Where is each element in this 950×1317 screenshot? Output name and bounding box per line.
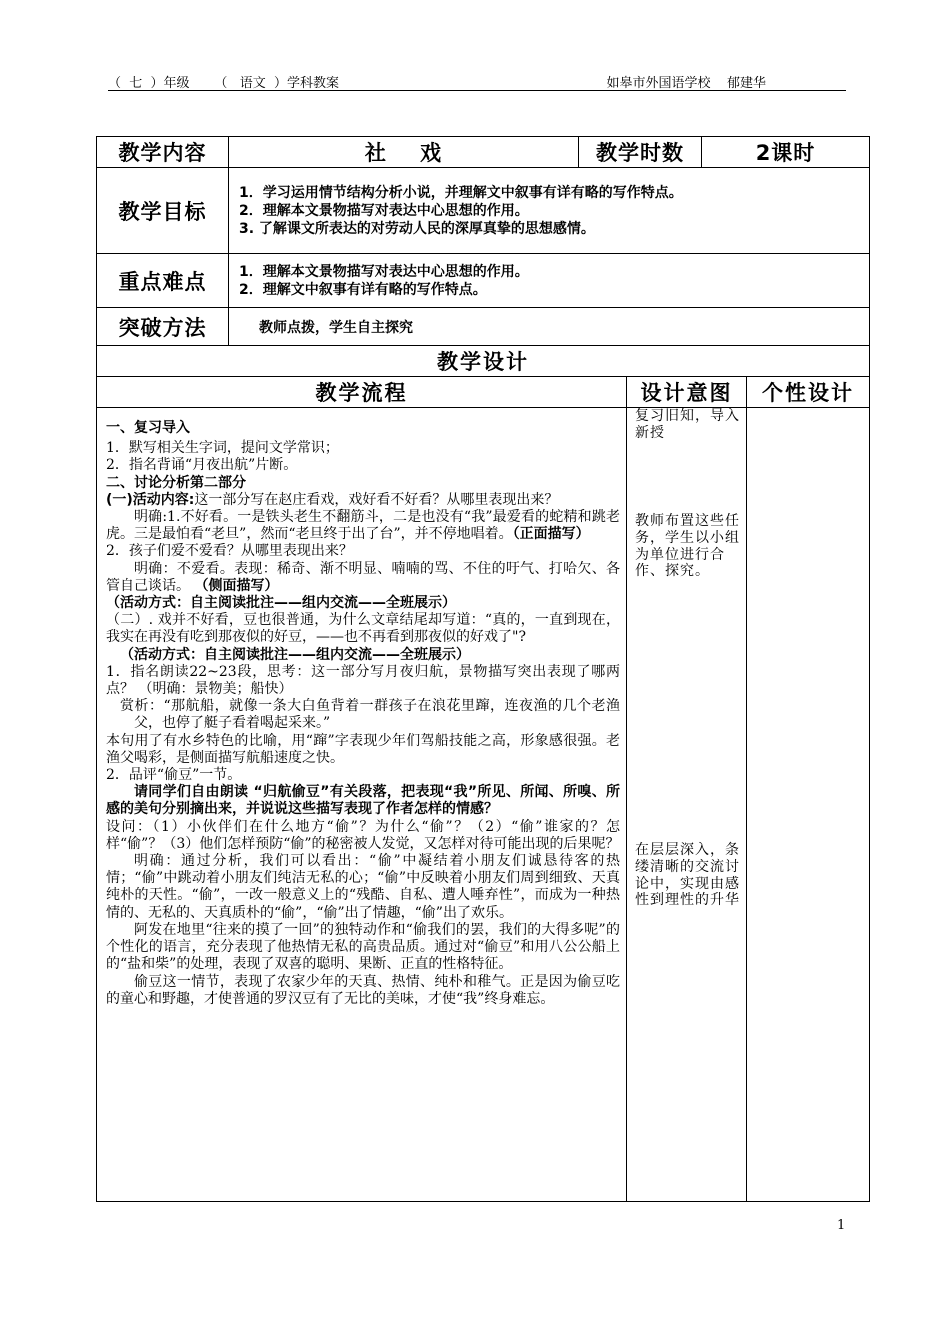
flow-paragraph	[106, 492, 620, 509]
hours-label: 教学时数	[579, 137, 702, 168]
column-header-intent: 设计意图	[627, 377, 747, 408]
content-label: 教学内容	[97, 137, 229, 168]
activity-label: (一)活动内容:	[106, 491, 195, 508]
flow-note: （侧面描写）	[194, 577, 279, 594]
flow-activity-mode: （活动方式：自主阅读批注——组内交流——全班展示）	[106, 595, 456, 612]
goal-item: 2．理解本文景物描写对表达中心思想的作用。	[239, 202, 529, 219]
flow-paragraph: 1．默写相关生字词，提问文学常识；	[106, 440, 339, 457]
design-title: 教学设计	[97, 346, 870, 377]
key-point-item: 1．理解本文景物描写对表达中心思想的作用。	[239, 263, 529, 280]
intent-note: 教师布置这些任务，学生以小组为单位进行合作、探究。	[635, 513, 740, 580]
method-label: 突破方法	[97, 308, 229, 346]
goal-item: 3. 了解课文所表达的对劳动人民的深厚真挚的思想感情。	[239, 220, 595, 237]
flow-paragraph: 1．指名朗读22~23段，思考：这一部分写月夜归航，景物描写突出表现了哪两点？ （明确：景物美；船快）	[106, 663, 620, 698]
row-goals	[97, 168, 870, 254]
flow-paragraph: 赏析：“那航船，就像一条大白鱼背着一群孩子在浪花里蹿，连夜渔的几个老渔父，也停了艇子看着喝起采来。”	[120, 698, 620, 732]
content-value: 社 戏	[229, 137, 579, 168]
flow-activity-mode: （活动方式：自主阅读批注——组内交流——全班展示）	[120, 646, 470, 663]
hours-value: 2课时	[702, 137, 870, 168]
flow-paragraph: 偷豆这一情节，表现了农家少年的天真、热情、纯朴和稚气。正是因为偷豆吃的童心和野趣，才使普通的罗汉豆有了无比的美味，才使“我”终身难忘。	[106, 973, 620, 1007]
row-teaching-flow	[97, 408, 870, 1202]
header-school-teacher: 如皋市外国语学校 郁建华	[606, 76, 766, 91]
method-value: 教师点拨，学生自主探究	[229, 308, 870, 346]
flow-paragraph: 明确:1.不好看。一是铁头老生不翻筋斗，二是也没有“我”最爱看的蛇精和跳老虎。三是最怕看“老旦”，然而“老旦终于出了台”，并不停地唱着。（正面描写）	[106, 509, 620, 543]
key-points-list	[229, 254, 870, 308]
section-heading: 二、讨论分析第二部分	[106, 474, 246, 491]
goals-label: 教学目标	[97, 168, 229, 254]
flow-paragraph: 明确：通过分析，我们可以看出：“偷”中凝结着小朋友们诚恳待客的热情；“偷”中跳动着小朋友们纯洁无私的心；“偷”中反映着小朋友们周到细致、天真纯朴的天性。“偷”，一改一般意义上的“残酷、自私、遭人唾弃性”，而成为一种热情的、无私的、天真质朴的“偷”，“偷”出了情趣，“偷”出了欢乐。	[106, 853, 620, 921]
row-column-headers	[97, 377, 870, 408]
intent-note: 在层层深入，条缕清晰的交流讨论中，实现由感性到理性的升华	[635, 842, 740, 909]
flow-paragraph: 2．指名背诵“月夜出航”片断。	[106, 457, 298, 474]
key-point-item: 2．理解文中叙事有详有略的写作特点。	[239, 281, 487, 298]
flow-paragraph: 设问：（1）小伙伴们在什么地方“偷”？为什么“偷”？（2）“偷”谁家的？怎样“偷”？（3）他们怎样预防“偷”的秘密被人发觉，又怎样对待可能出现的后果呢？	[106, 818, 620, 852]
column-header-personal: 个性设计	[747, 377, 870, 408]
column-header-flow: 教学流程	[97, 377, 627, 408]
flow-paragraph: 请同学们自由朗读 “归航偷豆”有关段落，把表现“我”所见、所闻、所嗅、所感的美句分别摘出来，并说说这些描写表现了作者怎样的情感？	[106, 784, 620, 818]
goal-item: 1．学习运用情节结构分析小说，并理解文中叙事有详有略的写作特点。	[239, 184, 683, 201]
page-header	[108, 72, 846, 91]
goals-list	[229, 168, 870, 254]
row-key-points	[97, 254, 870, 308]
section-heading: 一、复习导入	[106, 420, 190, 436]
activity-text: 这一部分写在赵庄看戏，戏好看不好看？从哪里表现出来？	[194, 491, 559, 508]
flow-paragraph	[106, 561, 620, 595]
design-intent-cell	[627, 408, 747, 1202]
flow-paragraph: 阿发在地里“往来的摸了一回”的独特动作和“偷我们的罢，我们的大得多呢”的个性化的语言，充分表现了他热情无私的高贵品质。通过对“偷豆”和用八公公船上的“盐和柴”的处理，表现了双喜的聪明、果断、正直的性格特征。	[106, 921, 620, 973]
flow-paragraph: 2．孩子们爱不爱看？从哪里表现出来？	[106, 543, 353, 560]
row-content	[97, 137, 870, 168]
teaching-flow-cell	[97, 408, 627, 1202]
row-design-title	[97, 346, 870, 377]
flow-paragraph: （二）. 戏并不好看，豆也很普通，为什么文章结尾却写道：“真的，一直到现在，我实在再没有吃到那夜似的好豆，——也不再看到那夜似的好戏了"?	[106, 612, 620, 646]
flow-note: （正面描写）	[512, 526, 590, 543]
key-points-label: 重点难点	[97, 254, 229, 308]
page-number: 1	[837, 1218, 846, 1233]
flow-paragraph: 2．品评“偷豆”一节。	[106, 767, 242, 784]
personal-design-cell	[747, 408, 870, 1202]
header-grade-subject: （ 七 ）年级 （ 语文 ）学科教案	[108, 76, 339, 91]
intent-note: 复习旧知，导入新授	[635, 408, 740, 441]
flow-text: 明确：不爱看。表现：稀奇、渐不明显、喃喃的骂、不住的吁气、打哈欠、各管自己谈话。	[106, 560, 620, 594]
lesson-plan-table	[96, 136, 870, 1202]
row-method	[97, 308, 870, 346]
flow-paragraph: 本句用了有水乡特色的比喻，用“蹿”字表现少年们驾船技能之高，形象感很强。老渔父喝彩，是侧面描写航船速度之快。	[106, 732, 620, 766]
